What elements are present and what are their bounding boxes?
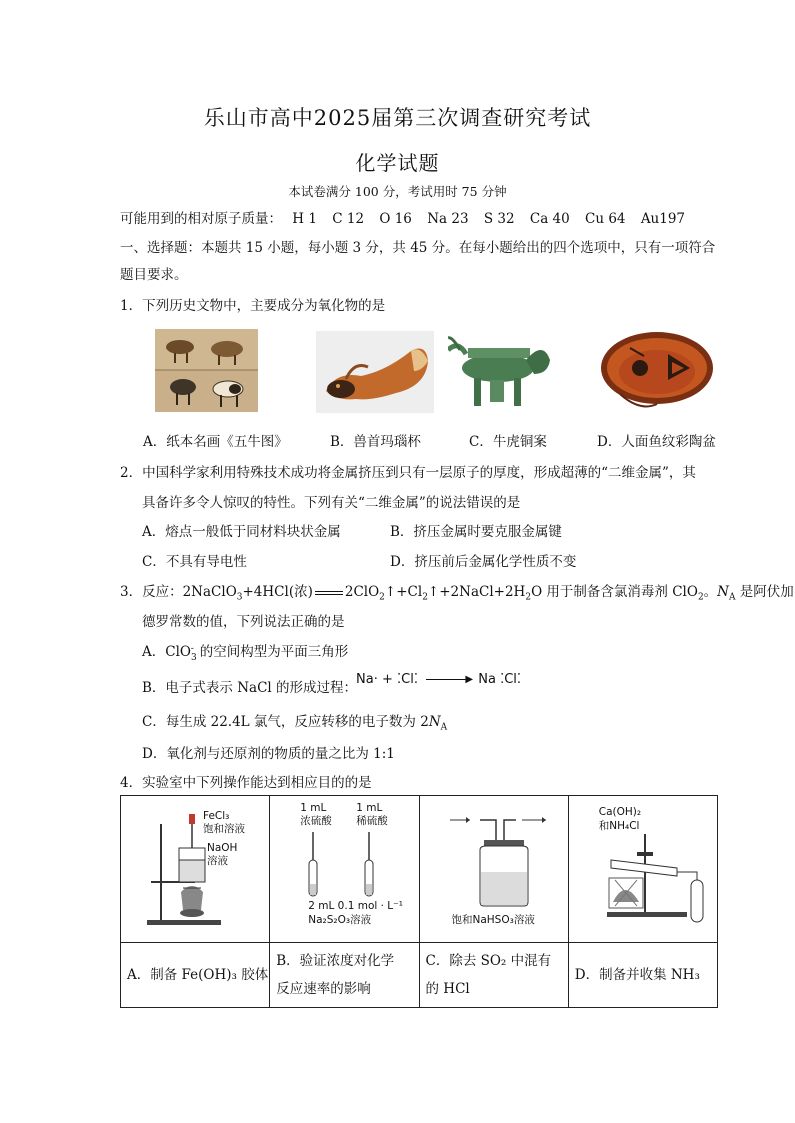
q4-options-table [120, 795, 718, 1008]
avogadro-symbol: N [717, 584, 729, 600]
q1-option-a: A．纸本名画《五牛图》 [143, 434, 288, 450]
eq-chlorine-right: ⁚Cl⁚ [500, 672, 522, 687]
q4-cell-b-image [270, 796, 419, 943]
test-tubes-icon [300, 832, 390, 898]
nacl-electron-formula [356, 672, 521, 687]
eq-cl-symbol: Cl [504, 672, 517, 687]
q3-eq-part: 2ClO [344, 584, 380, 600]
label-caoh2: Ca(OH)₂ [598, 806, 642, 818]
q2-option-b: B．挤压金属时要克服金属键 [390, 524, 562, 540]
exam-title: 乐山市高中2025届第三次调查研究考试 [203, 106, 592, 130]
q3-eq-part: 2NaClO [182, 584, 237, 600]
label-1ml-a: 1 mL [300, 802, 327, 814]
ox-tiger-bronze-table-image [448, 330, 556, 412]
mass-h: H 1 [292, 211, 317, 227]
eq-chlorine-left: ⁚Cl⁚ [396, 672, 418, 687]
avogadro-subscript: A [440, 722, 448, 733]
gas-washing-bottle-icon [450, 810, 550, 910]
q2-option-c: C．不具有导电性 [142, 554, 247, 570]
q3-option-b-text: B．电子式表示 NaCl 的形成过程： [142, 680, 358, 696]
q3-option-b [142, 676, 357, 696]
exam-info: 本试卷满分 100 分，考试用时 75 分钟 [288, 184, 507, 199]
section-intro-2: 题目要求。 [120, 267, 188, 283]
q4-option-c [419, 943, 568, 1008]
q2-option-a: A．熔点一般低于同材料块状金属 [142, 524, 341, 540]
q4-option-c-line1: C．除去 SO₂ 中混有 [425, 953, 552, 969]
q3-option-c [142, 710, 447, 733]
q4-cell-c-image [419, 796, 568, 943]
label-conc-h2so4: 浓硫酸 [300, 815, 332, 827]
label-2ml-conc: 2 mL 0.1 mol · L⁻¹ [308, 900, 403, 912]
q1-option-d: D．人面鱼纹彩陶盆 [597, 434, 716, 450]
label-nh4cl: 和NH₄Cl [598, 820, 640, 832]
masses-label: 可能用到的相对原子质量： [120, 211, 282, 227]
mass-o: O 16 [379, 211, 412, 227]
q3-option-a-prefix: A．ClO [142, 644, 191, 660]
eq-sodium: Na· + [356, 672, 397, 687]
q3-eq-part: 是阿伏加 [735, 584, 794, 600]
nh3-apparatus-icon [597, 830, 717, 930]
q4-option-b [270, 943, 419, 1008]
q3-eq-part: 。 [703, 584, 718, 600]
five-oxen-painting-image [155, 329, 258, 412]
q4-stem: 4．实验室中下列操作能达到相应目的的是 [120, 775, 372, 791]
q3-equals-sign [315, 591, 343, 595]
avogadro-symbol: N [428, 714, 441, 730]
eq-sodium-ion: Na [478, 672, 501, 687]
label-fecl3: FeCl₃ [203, 810, 230, 822]
q4-cell-d-image [568, 796, 717, 943]
q3-stem-1: 3．反应：2NaClO$_3$+4HCl(浓) $2ClO_2↑+Cl_2↑+2NaCl+2H_2O$ 用于制备含氯消毒剂 ClO$_2$。$N_A$ 是阿伏加 [120, 584, 794, 603]
q4-cell-a-image [121, 796, 270, 943]
mass-s: S 32 [483, 211, 515, 227]
mass-cu: Cu 64 [585, 211, 626, 227]
q3-stem-2: 德罗常数的值，下列说法正确的是 [142, 614, 345, 630]
q4-option-c-line2: 的 HCl [425, 981, 470, 997]
q4-option-b-line2: 反应速率的影响 [276, 981, 371, 997]
q3-eq-part: O 用于制备含氯消毒剂 ClO [531, 584, 698, 600]
mass-c: C 12 [332, 211, 365, 227]
q4-option-d: D．制备并收集 NH₃ [568, 943, 717, 1008]
mass-ca: Ca 40 [529, 211, 570, 227]
q2-stem-1: 2．中国科学家利用特殊技术成功将金属挤压到只有一层原子的厚度，形成超薄的“二维金属”，其 [120, 465, 696, 481]
q2-option-d: D．挤压前后金属化学性质不变 [390, 554, 577, 570]
subject-title: 化学试题 [355, 151, 440, 175]
label-naoh: NaOH [207, 842, 238, 854]
avogadro-subscript: A [728, 592, 736, 603]
q3-eq-part: ↑+Cl [384, 584, 423, 600]
label-fecl3-saturated: 饱和溶液 [203, 823, 245, 835]
agate-rhyton-cup-image [316, 331, 434, 413]
q3-option-d: D．氧化剂与还原剂的物质的量之比为 1:1 [142, 746, 395, 762]
q3-eq-part: +4HCl(浓) [242, 584, 313, 600]
mass-na: Na 23 [427, 211, 469, 227]
label-thiosulfate: Na₂S₂O₃溶液 [308, 914, 372, 926]
q1-stem: 1．下列历史文物中，主要成分为氧化物的是 [120, 298, 386, 314]
q1-option-b: B．兽首玛瑙杯 [330, 434, 421, 450]
eq-cl-symbol: Cl [401, 672, 414, 687]
label-dilute-h2so4: 稀硫酸 [356, 815, 388, 827]
q1-option-c: C．牛虎铜案 [469, 434, 547, 450]
label-nahso3: 饱和NaHSO₃溶液 [451, 914, 535, 926]
reaction-arrow-icon: ▶ [426, 679, 470, 680]
q4-option-b-line1: B．验证浓度对化学 [276, 953, 395, 969]
q3-option-a-text: 的空间构型为平面三角形 [199, 644, 349, 660]
label-naoh-solution: 溶液 [207, 855, 228, 867]
q3-number: 3． [120, 584, 143, 600]
q3-option-a: A．ClO$_3$- 的空间构型为平面三角形 [142, 643, 349, 663]
q3-eq-part: ↑+2NaCl+2H [427, 584, 526, 600]
q3-reaction-label: 反应： [142, 584, 183, 600]
painted-pottery-basin-image [600, 328, 715, 416]
q4-option-a: A．制备 Fe(OH)₃ 胶体 [121, 943, 270, 1008]
mass-au: Au197 [640, 211, 686, 227]
section-intro-1: 一、选择题：本题共 15 小题，每小题 3 分，共 45 分。在每小题给出的四个选项中，只有一项符合 [120, 240, 716, 256]
label-1ml-b: 1 mL [356, 802, 383, 814]
atomic-masses [120, 207, 696, 227]
q3-option-c-text: C．每生成 22.4L 氯气，反应转移的电子数为 2 [142, 714, 429, 730]
q2-stem-2: 具备许多令人惊叹的特性。下列有关“二维金属”的说法错误的是 [142, 495, 521, 511]
